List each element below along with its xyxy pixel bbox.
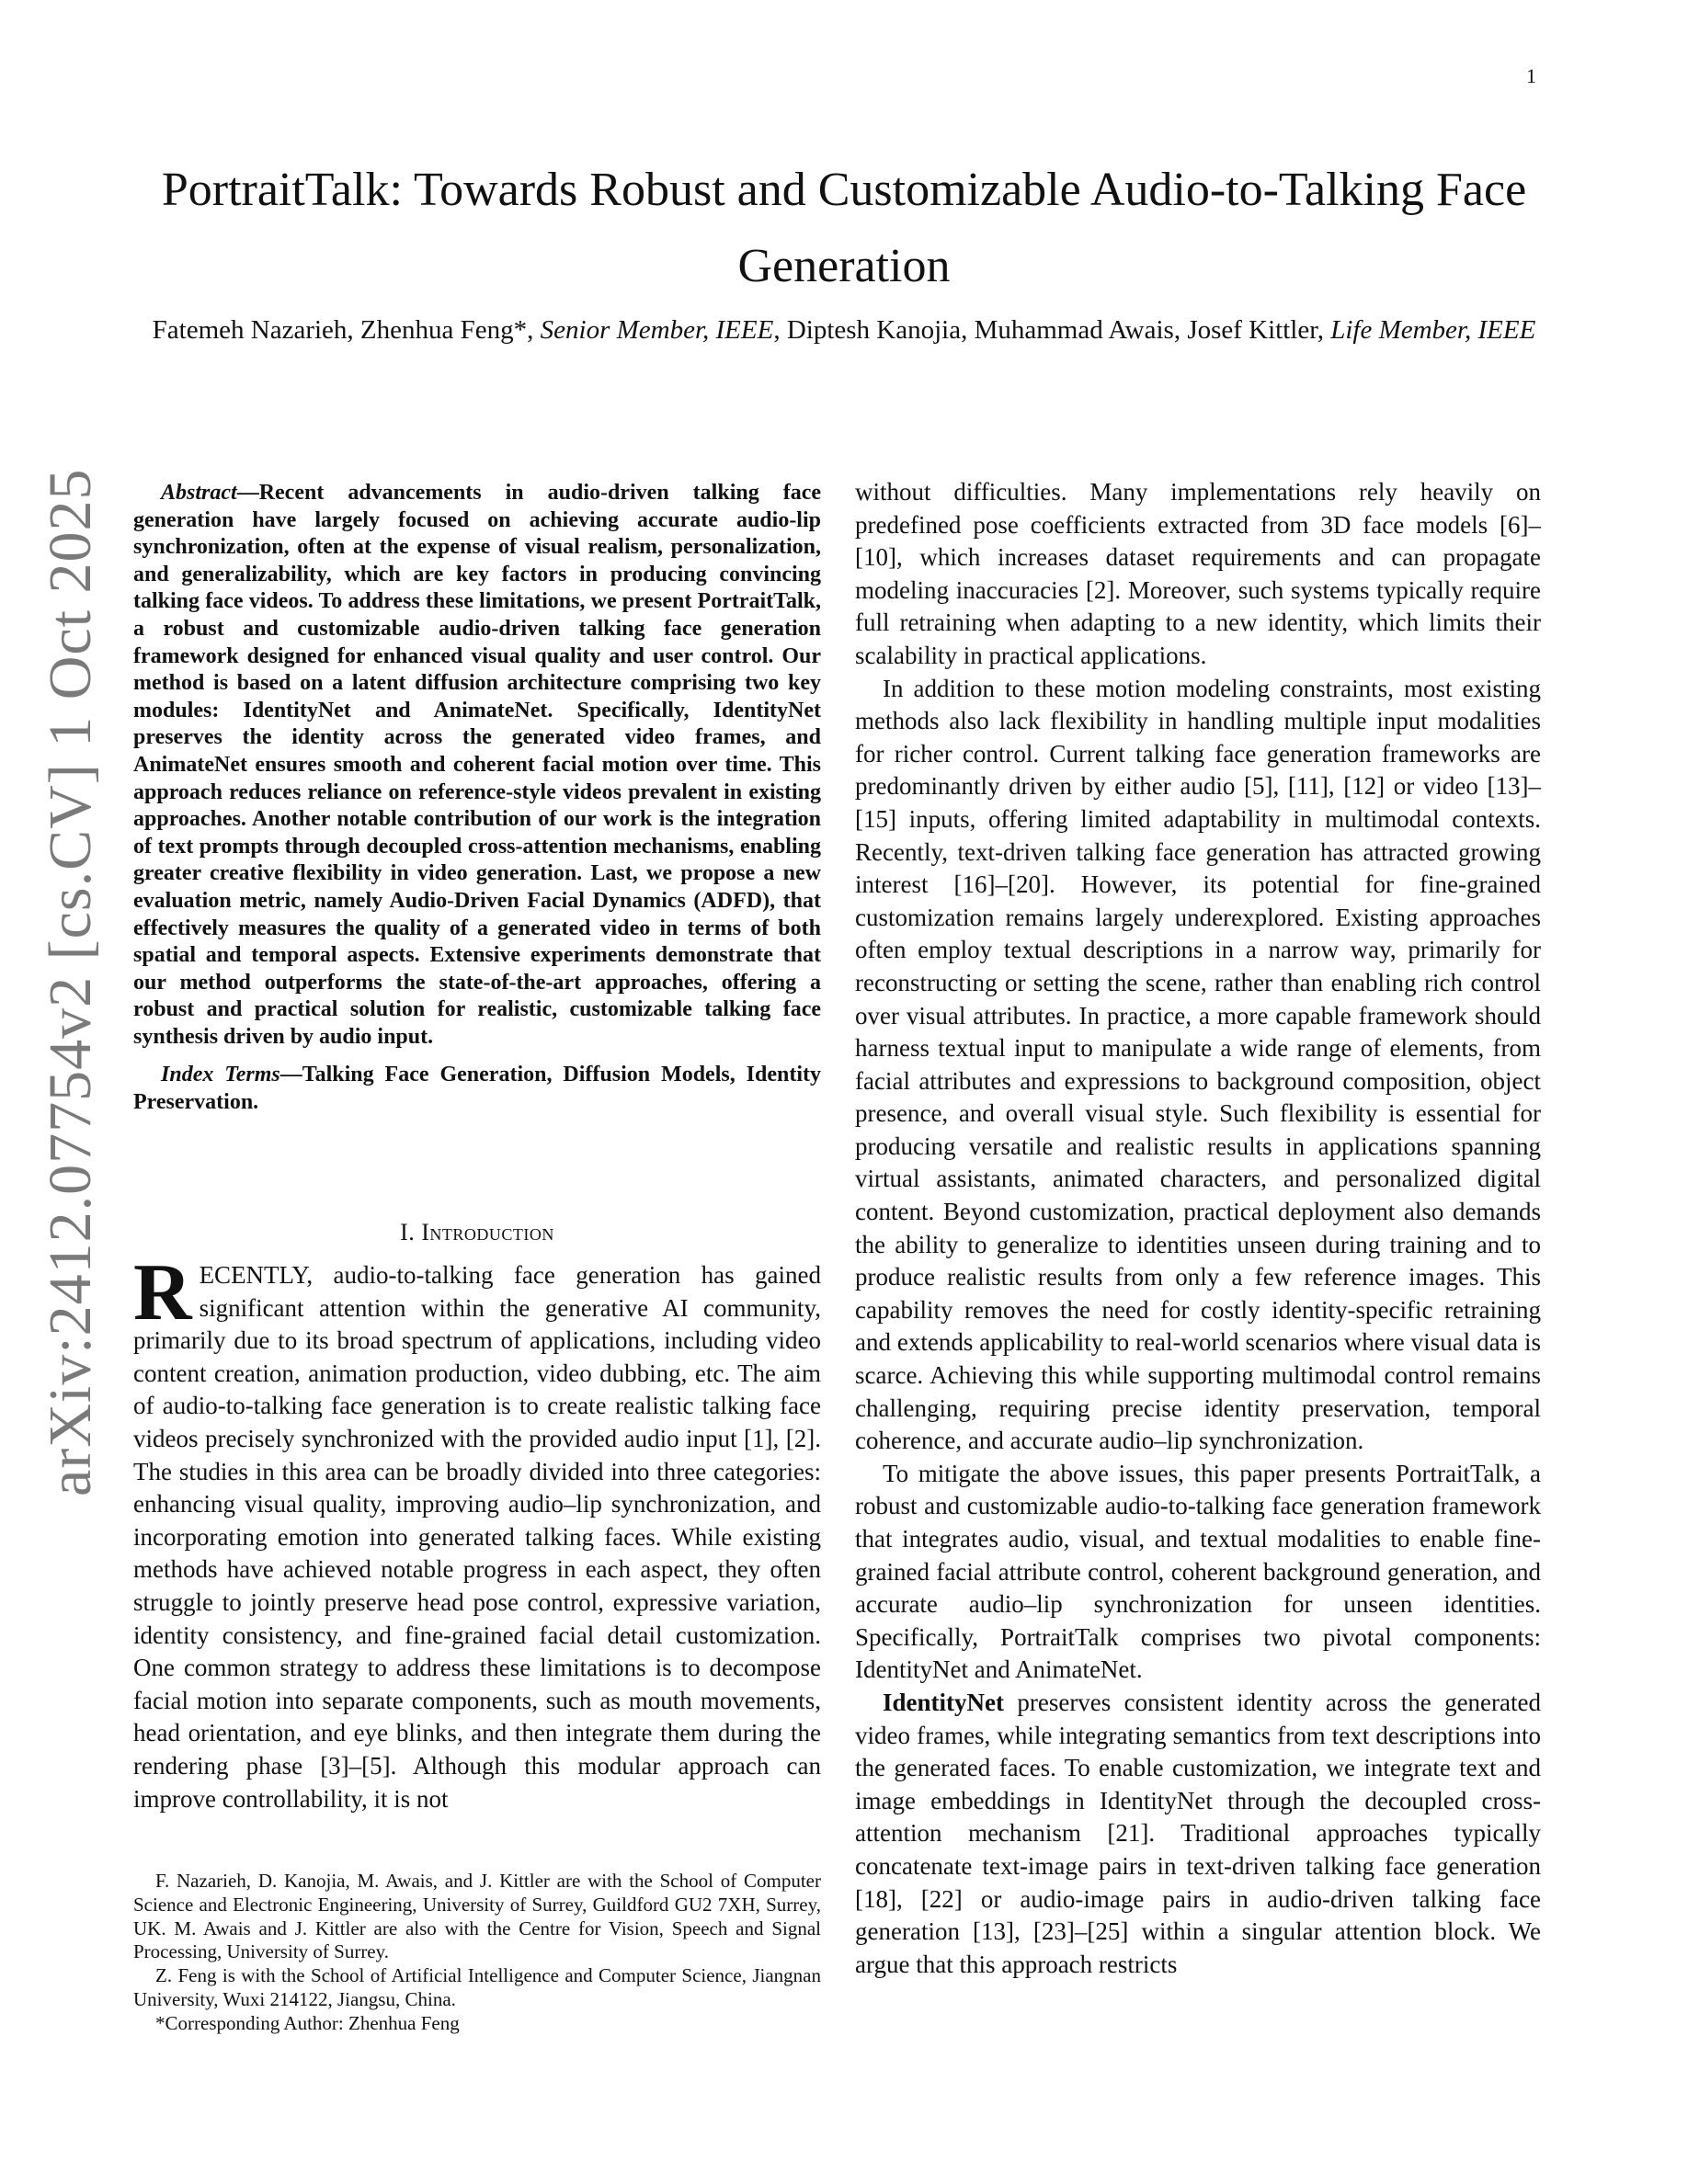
abstract-paragraph: [133, 480, 821, 1051]
introduction-left-column: [133, 1248, 821, 1815]
intro-paragraph-2: In addition to these motion modeling constraints, most existing methods also lack flexibility in handling multiple input modalities for richer control. Current talking face generation frameworks are predominantly driven by either audio [5], [11], [12] or video [13]–[15] inputs, offering limited adaptability in multimodal contexts. Recently, text-driven talking face generation has attracted growing interest [16]–[20]. However, its potential for fine-grained customization remains largely underexplored. Existing approaches often employ textual descriptions in a narrow way, primarily for reconstructing or setting the scene, rather than enabling rich control over visual attributes. In practice, a more capable framework should harness textual input to manipulate a wide range of elements, from facial attributes and expressions to background composition, object presence, and overall visual style. Such flexibility is essential for producing versatile and realistic results in applications spanning virtual assistants, animated characters, and personalized digital content. Beyond customization, practical deployment also demands the ability to generalize to identities unseen during training and to produce realistic results from only a few reference images. This capability removes the need for costly identity-specific retraining and extends applicability to real-world scenarios where visual data is scarce. Achieving this while supporting multimodal control remains challenging, requiring precise identity preservation, temporal coherence, and accurate audio–lip synchronization.: [855, 674, 1541, 1455]
first-word-caps: ECENTLY: [199, 1261, 307, 1289]
arxiv-identifier-stamp: arXiv:2412.07754v2 [cs.CV] 1 Oct 2025: [37, 468, 104, 1496]
affiliation-footnotes: [133, 1870, 821, 2036]
section-heading-introduction: I. Introduction: [400, 1219, 554, 1246]
footnote-3: *Corresponding Author: Zhenhua Feng: [155, 2011, 460, 2034]
intro-paragraph-1-continuation: without difficulties. Many implementations rely heavily on predefined pose coefficients extracted from 3D face models [6]–[10], which increases dataset requirements and can propagate modeling inaccuracies [2]. Moreover, such systems typically require full retraining when adapting to a new identity, which limits their scalability in practical applications.: [855, 478, 1541, 669]
intro-paragraph-3: To mitigate the above issues, this paper presents PortraitTalk, a robust and customizable audio-to-talking face generation framework that integrates audio, visual, and textual modalities to enable fine-grained facial attribute control, coherent background generation, and accurate audio–lip synchronization for unseen identities. Specifically, PortraitTalk comprises two pivotal components: IdentityNet and AnimateNet.: [855, 1459, 1541, 1684]
intro-paragraph-4: [855, 1687, 1541, 1981]
introduction-right-column: [855, 476, 1541, 1981]
abstract-text: —Recent advancements in audio-driven talking face generation have largely focused on achieving accurate audio-lip synchronization, often at the expense of visual realism, personalization, and generalizability, which are key factors in producing convincing talking face videos. To address these limitations, we present PortraitTalk, a robust and customizable audio-driven talking face generation framework designed for enhanced visual quality and user control. Our method is based on a latent diffusion architecture comprising two key modules: IdentityNet and AnimateNet. Specifically, IdentityNet preserves the identity across the generated video frames, and AnimateNet ensures smooth and coherent facial motion over time. This approach reduces reliance on reference-style videos prevalent in existing approaches. Another notable contribution of our work is the integration of text prompts through decoupled cross-attention mechanisms, enabling greater creative flexibility in video generation. Last, we propose a new evaluation metric, namely Audio-Driven Facial Dynamics (ADFD), that effectively measures the quality of a generated video in terms of both spatial and temporal aspects. Extensive experiments demonstrate that our method outperforms the state-of-the-art approaches, offering a robust and practical solution for realistic, customizable talking face synthesis driven by audio input.: [133, 481, 821, 1049]
author-names-2: , Diptesh Kanojia, Muhammad Awais, Josef Kittler,: [773, 315, 1331, 345]
intro-paragraph-1-text: , audio-to-talking face generation has gained significant attention within the generative AI community, primarily due to its broad spectrum of applications, including video content creation, animation production, video dubbing, etc. The aim of audio-to-talking face generation is to create realistic talking face videos precisely synchronized with the provided audio input [1], [2]. The studies in this area can be broadly divided into three categories: enhancing visual quality, improving audio–lip synchronization, and incorporating emotion into generated talking faces. While existing methods have achieved notable progress in each aspect, they often struggle to jointly preserve head pose control, expressive variation, identity consistency, and fine-grained facial detail customization. One common strategy to address these limitations is to decompose facial motion into separate components, such as mouth movements, head orientation, and eye blinks, and then integrate them during the rendering phase [3]–[5]. Although this modular approach can improve controllability, it is not: [133, 1261, 821, 1813]
footnote-1: F. Nazarieh, D. Kanojia, M. Awais, and J. Kittler are with the School of Computer Science and Electronic Engineering, University of Surrey, Guildford GU2 7XH, Surrey, UK. M. Awais and J. Kittler are also with the Centre for Vision, Speech and Signal Processing, University of Surrey.: [133, 1870, 821, 1963]
author-membership-1: Senior Member, IEEE: [540, 315, 774, 345]
intro-paragraph-1: [133, 1248, 821, 1815]
paper-title: PortraitTalk: Towards Robust and Customizable Audio-to-Talking Face Generation: [161, 164, 1527, 292]
index-terms-text: —Talking Face Generation, Diffusion Models, Identity Preservation.: [133, 1063, 822, 1115]
abstract-label: Abstract: [161, 481, 237, 505]
author-names-1: Fatemeh Nazarieh, Zhenhua Feng*,: [152, 315, 541, 345]
author-membership-2: Life Member, IEEE: [1330, 315, 1536, 345]
index-terms-label: Index Terms: [161, 1063, 280, 1087]
index-terms: [133, 1062, 821, 1116]
footnote-2: Z. Feng is with the School of Artificial Intelligence and Computer Science, Jiangnan University, Wuxi 214122, Jiangsu, China.: [133, 1964, 821, 2010]
abstract-block: [133, 480, 821, 1117]
intro-paragraph-4-text: preserves consistent identity across the generated video frames, while integrating semantics from text descriptions into the generated faces. To enable customization, we integrate text and image embeddings in IdentityNet through the decoupled cross-attention mechanism [21]. Traditional approaches typically concatenate text-image pairs in text-driven talking face generation [18], [22] or audio-image pairs in audio-driven talking face generation [13], [23]–[25] within a singular attention block. We argue that this approach restricts: [855, 1688, 1541, 1978]
drop-cap: R: [133, 1248, 192, 1337]
page-number: 1: [1526, 64, 1536, 87]
identitynet-term: IdentityNet: [883, 1688, 1004, 1716]
author-list: [129, 313, 1559, 347]
